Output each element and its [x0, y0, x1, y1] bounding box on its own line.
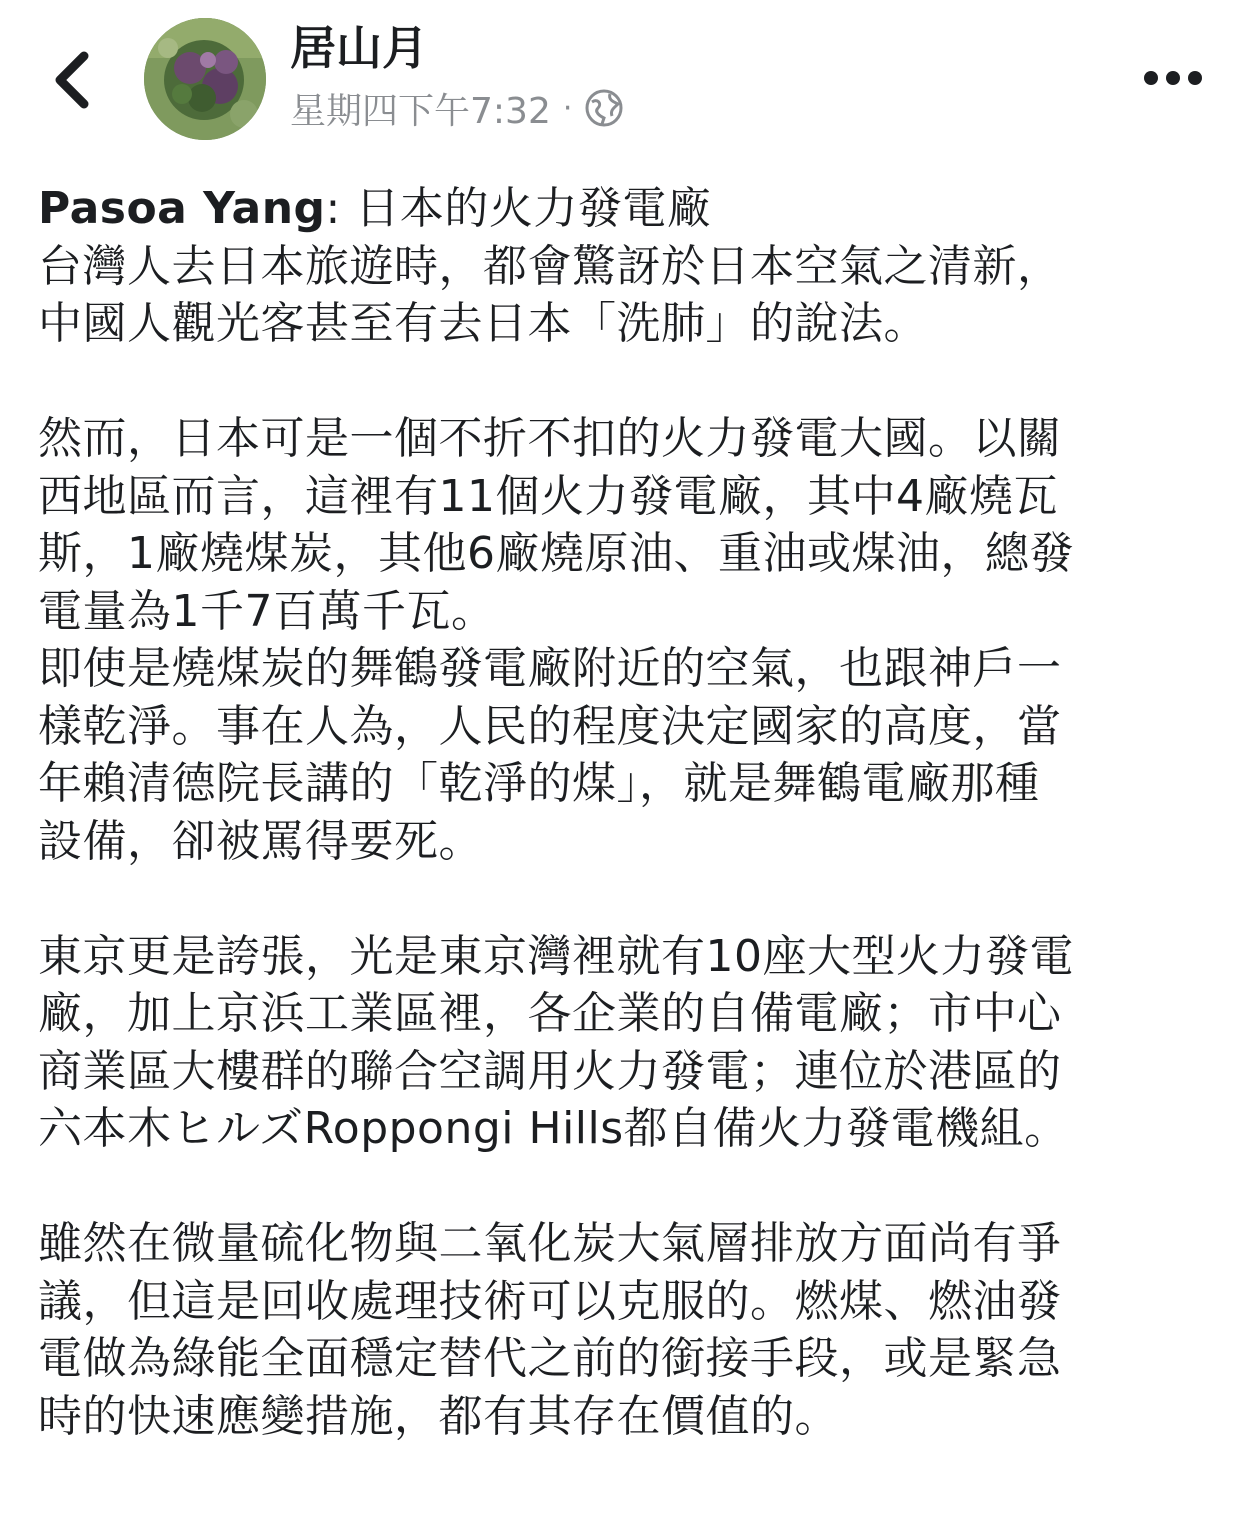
post-line: 台灣人去日本旅遊時，都會驚訝於日本空氣之清新，: [38, 240, 1062, 292]
post-meta: [290, 84, 624, 132]
post-line: 東京更是誇張，光是東京灣裡就有10座大型火力發電: [38, 930, 1074, 982]
post-line: 即使是燒煤炭的舞鶴發電廠附近的空氣，也跟神戶一: [38, 643, 1062, 694]
post-line: 雖然在微量硫化物與二氧化炭大氣層排放方面尚有爭: [38, 1218, 1062, 1269]
post-title-line: [38, 180, 1208, 238]
post-line: 斯，1廠燒煤炭，其他6廠燒原油、重油或煤油，總發: [38, 528, 1074, 579]
more-horizontal-icon: [1143, 70, 1203, 86]
avatar-image: [144, 18, 266, 140]
post-line: 電量為1千7百萬千瓦。: [38, 585, 496, 637]
post-line: 然而，日本可是一個不折不扣的火力發電大國。以關: [38, 413, 1062, 464]
author-name[interactable]: 居山月: [290, 21, 428, 75]
quoted-author: Pasoa Yang: [38, 183, 326, 234]
post-line: 廠，加上京浜工業區裡，各企業的自備電廠；市中心: [38, 988, 1062, 1039]
back-button[interactable]: [40, 40, 104, 120]
chevron-left-icon: [52, 50, 92, 110]
post-line: 商業區大樓群的聯合空調用火力發電；連位於港區的: [38, 1045, 1062, 1097]
post-line: 樣乾淨。事在人為，人民的程度決定國家的高度，當: [38, 700, 1062, 752]
more-options-button[interactable]: [1138, 52, 1208, 104]
post-line: 中國人觀光客甚至有去日本「洗肺」的說法。: [38, 298, 928, 349]
post-line: 設備，卻被罵得要死。: [38, 815, 483, 867]
post-line: 西地區而言，這裡有11個火力發電廠，其中4廠燒瓦: [38, 470, 1058, 522]
post-line: 六本木ヒルズRoppongi Hills都自備火力發電機組。: [38, 1103, 1069, 1154]
meta-separator: ·: [562, 90, 573, 126]
avatar[interactable]: [144, 18, 266, 140]
post-timestamp[interactable]: 星期四下午7:32: [290, 90, 551, 132]
post-title: : 日本的火力發電廠: [325, 183, 712, 234]
post-line: 電做為綠能全面穩定替代之前的銜接手段，或是緊急: [38, 1333, 1062, 1384]
post-line: 年賴清德院長講的「乾淨的煤」，就是舞鶴電廠那種: [38, 758, 1040, 809]
paragraph-break: [38, 870, 1208, 928]
post-body: [38, 180, 1208, 1445]
post-line: 時的快速應變措施，都有其存在價值的。: [38, 1390, 839, 1442]
globe-icon: [584, 88, 624, 128]
paragraph-break: [38, 1158, 1208, 1216]
paragraph-break: [38, 353, 1208, 411]
post-header: [0, 0, 1242, 150]
post-line: 議，但這是回收處理技術可以克服的。燃煤、燃油發: [38, 1275, 1062, 1327]
